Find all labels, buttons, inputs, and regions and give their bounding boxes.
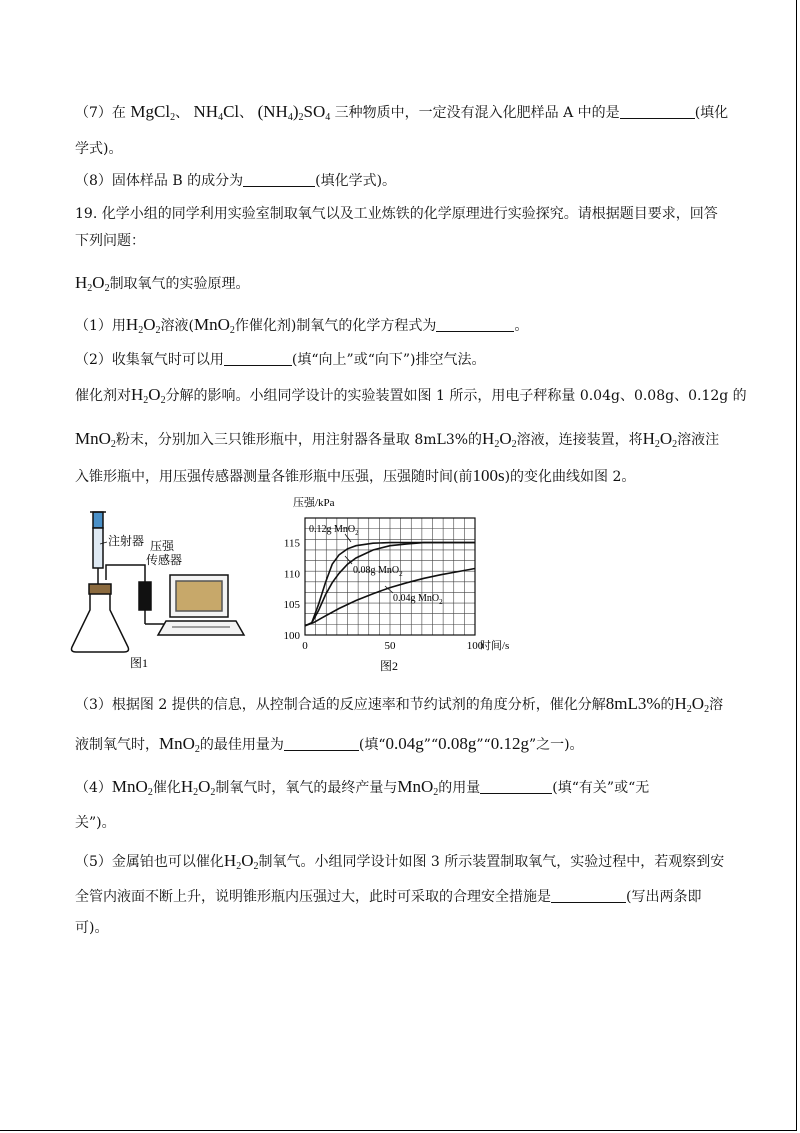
q19-part5-line-1: （5）金属铂也可以催化$H_2O_2$制氧气。小组同学设计如图 3 所示装置制取氧气，实验过程中，若观察到安: [75, 851, 725, 872]
sensor-label-2: 传感器: [146, 553, 183, 567]
y-tick-label: 100: [283, 630, 300, 642]
q7-line-2: 学式)。: [75, 141, 123, 157]
series-label: 0.12g MnO$_2$: [309, 524, 359, 537]
answer-blank-p4[interactable]: [480, 778, 552, 794]
figure-1-apparatus: [60, 500, 270, 675]
section2-line-3: 入锥形瓶中，用压强传感器测量各锥形瓶中压强，压强随时间(前100s)的变化曲线如图 2。: [75, 466, 636, 485]
x-tick-label: 50: [384, 640, 396, 652]
q19-part5-line-3: 可)。: [75, 920, 109, 936]
series-label: 0.04g MnO$_2$: [393, 593, 443, 606]
x-tick-label: 100: [466, 640, 484, 652]
q19-part2: （2）收集氧气时可以用 (填“向上”或“向下”)排空气法。: [75, 352, 486, 368]
section2-line-2: MnO$_2$粉末，分别加入三只锥形瓶中，用注射器各量取 8mL3%的$H_2O_2$溶液，连接装置，将$H_2O_2$溶液注: [75, 429, 720, 450]
x-tick-label: 0: [302, 640, 308, 652]
q19-part3-line-1: （3）根据图 2 提供的信息，从控制合适的反应速率和节约试剂的角度分析，催化分解8mL3%的$H_2O_2$溶: [75, 694, 724, 715]
y-tick-label: 110: [283, 568, 300, 581]
answer-blank-p3[interactable]: [284, 735, 359, 751]
leader-line: [345, 534, 351, 542]
section2-line-1: 催化剂对$H_2O_2$分解的影响。小组同学设计的实验装置如图 1 所示，用电子秤称量 0.04g、0.08g、0.12g 的: [75, 385, 747, 406]
q19-part3-line-2: 液制氧气时，MnO$_2$的最佳用量为 (填“0.04g”“0.08g”“0.12g”之一)。: [75, 734, 584, 755]
chem-mgcl2: MgCl$_2$: [130, 102, 176, 123]
figure-1-caption: 图1: [130, 656, 149, 670]
chem-nh4cl: $NH_4Cl$: [193, 102, 240, 123]
figure-2-chart: [280, 490, 550, 680]
q19-part1: （1）用$H_2O_2$溶液(MnO$_2$作催化剂)制氧气的化学方程式为 。: [75, 315, 529, 336]
sensor-label-1: 压强: [150, 539, 175, 553]
y-tick-label: 105: [283, 599, 300, 612]
section1-heading: $H_2O_2$制取氧气的实验原理。: [75, 273, 250, 294]
q19-part4-line-1: （4）MnO$_2$催化$H_2O_2$制氧气时，氧气的最终产量与MnO$_2$的用量 (填“有关”或“无: [75, 777, 650, 798]
q19-intro-1: 19. 化学小组的同学利用实验室制取氧气以及工业炼铁的化学原理进行实验探究。请根据题目要求，回答: [75, 206, 718, 222]
y-axis-label: 压强/kPa: [293, 497, 335, 509]
series-label: 0.08g MnO$_2$: [353, 565, 403, 578]
q8-line: （8）固体样品 B 的成分为 (填化学式)。: [75, 173, 397, 189]
answer-blank-p1[interactable]: [436, 316, 514, 332]
answer-blank-q8[interactable]: [243, 171, 315, 187]
q19-part4-line-2: 关”)。: [75, 815, 116, 831]
q19-part5-line-2: 全管内液面不断上升，说明锥形瓶内压强过大，此时可采取的合理安全措施是 (写出两条即: [75, 889, 702, 905]
answer-blank-p2[interactable]: [224, 350, 292, 366]
answer-blank-q7[interactable]: [620, 103, 695, 119]
y-tick-label: 115: [283, 537, 300, 550]
answer-blank-p5[interactable]: [551, 887, 626, 903]
syringe-label: 注射器: [108, 534, 145, 548]
figure-2-caption: 图2: [380, 659, 399, 673]
x-axis-label: 时间/s: [480, 640, 510, 652]
chem-nh4-2so4: $(NH_4)_2SO_4$: [257, 102, 331, 123]
q7-line-1: （7）在 MgCl$_2$、 $NH_4Cl$、 $(NH_4)_2SO_4$ 三种物质中，一定没有混入化肥样品 A 中的是 (填化: [75, 102, 729, 123]
q19-intro-2: 下列问题：: [75, 233, 145, 249]
